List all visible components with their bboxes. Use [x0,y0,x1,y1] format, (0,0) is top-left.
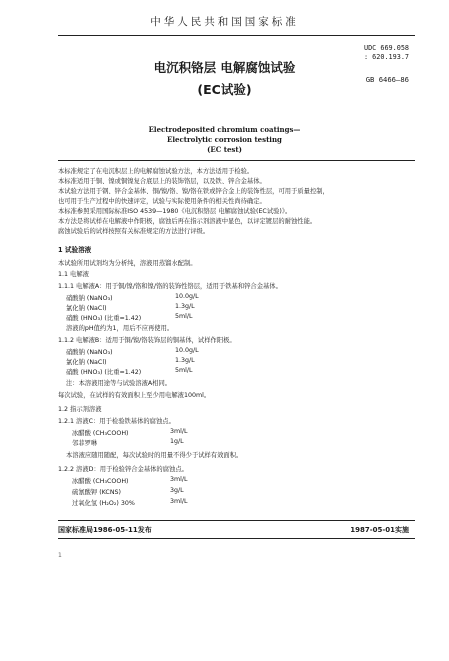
reagent-name: 硫氰酸钾 (KCNS) [72,489,121,496]
reagent-value: 1.3g/L [175,303,195,310]
issue-date: 国家标准局1986-05-11发布 [58,526,152,534]
section-heading: 1 试验溶液 [58,246,92,254]
subsection-heading: 1.2.1 溶液C：用于检验铁基体的腐蚀点。 [58,418,175,425]
english-title-line2: Electrolytic corrosion testing [167,135,282,144]
subsection-heading: 1.2 指示剂溶液 [58,406,102,413]
solution-note: 注：本溶液用途等与试验溶液A相同。 [66,380,172,387]
reagent-name: 冰醋酸 (CH₃COOH) [72,478,129,485]
reagent-name: 硝酸 (HNO₃) (比重=1.42) [66,369,142,376]
reagent-value: 3ml/L [170,476,188,483]
subsection-heading: 1.2.2 溶液D：用于检验锌合金基体的腐蚀点。 [58,466,188,473]
reagent-value: 1g/L [170,438,184,445]
solution-note: 溶液的pH值约为1，用后不应再使用。 [66,325,174,332]
udc-code-line2: : 620.193.7 [363,53,409,61]
intro-line: 本标准适用于铜、镍或铜镍复合底层上的装饰铬层，以及铁、锌合金基体。 [58,178,266,185]
reagent-value: 3g/L [170,487,184,494]
title-line2: (EC试验) [197,82,252,97]
intro-line: 也可用于生产过程中的快速评定，试验与实际使用条件的相关性尚待确定。 [58,198,266,205]
reagent-name: 氯化钠 (NaCl) [66,359,107,366]
reagent-value: 10.0g/L [175,293,199,300]
footer-rule-bottom [58,538,415,539]
page-number: 1 [58,552,62,559]
reagent-name: 氯化钠 (NaCl) [66,305,107,312]
udc-code-line1: UDC 669.058 [363,44,409,52]
title-line1: 电沉积铬层 电解腐蚀试验 [153,60,296,75]
subsection-heading: 1.1 电解液 [58,271,89,278]
section-intro: 本试验所用试剂均为分析纯，溶液用蒸馏水配制。 [58,260,197,267]
gb-code: GB 6466—86 [365,75,409,84]
english-title-line3: (EC test) [207,145,242,154]
intro-line: 本方法是将试样在电解液中作阳极，腐蚀后再在指示剂溶液中显色，以评定镀层的耐蚀性能。 [58,218,317,225]
solution-note: 本溶液应随用随配，每次试验时的用量不得少于试样有效面积。 [66,452,243,459]
document-header: 中华人民共和国国家标准 [150,16,299,28]
reagent-value: 10.0g/L [175,347,199,354]
intro-line: 本标准规定了在电沉积层上的电解腐蚀试验方法，本方法适用于检验。 [58,168,254,175]
reagent-name: 冰醋酸 (CH₃COOH) [72,430,129,437]
reagent-name: 邻菲罗啉 [72,440,98,447]
reagent-value: 3ml/L [170,428,188,435]
solution-note: 每次试验，在试样的有效面积上至少用电解液100ml。 [58,392,211,399]
reagent-name: 硝酸钠 (NaNO₃) [66,295,113,302]
subsection-heading: 1.1.1 电解液A：用于铜/镍/铬和镍/铬的装饰性铬层，适用于铁基和锌合金基体。 [58,283,282,290]
header-rule [58,35,415,36]
intro-line: 本标准参照采用国际标准ISO 4539—1980《电沉积铬层 电解腐蚀试验(EC试验)》。 [58,208,292,215]
subsection-heading: 1.1.2 电解液B：适用于铜/镍/铬装饰层的铜基体，试样作阳极。 [58,337,236,344]
intro-line: 腐蚀试验后的试样按照有关标准规定的方法进行评级。 [58,228,210,235]
reagent-value: 3ml/L [170,498,188,505]
title-rule [58,160,415,161]
reagent-value: 1.3g/L [175,357,195,364]
reagent-value: 5ml/L [175,313,193,320]
implementation-date: 1987-05-01实施 [350,526,409,534]
reagent-name: 硝酸 (HNO₃) (比重=1.42) [66,315,142,322]
footer-rule-top [58,520,415,521]
reagent-value: 5ml/L [175,367,193,374]
reagent-name: 过氧化氢 (H₂O₂) 30% [72,500,135,507]
reagent-name: 硝酸钠 (NaNO₃) [66,349,113,356]
english-title-line1: Electrodeposited chromium coatings— [148,125,301,134]
intro-line: 本试验方法用于钢、锌合金基体、铜/镍/铬、镍/铬在铁或锌合金上的装饰性层，可用于质量控制， [58,188,329,195]
